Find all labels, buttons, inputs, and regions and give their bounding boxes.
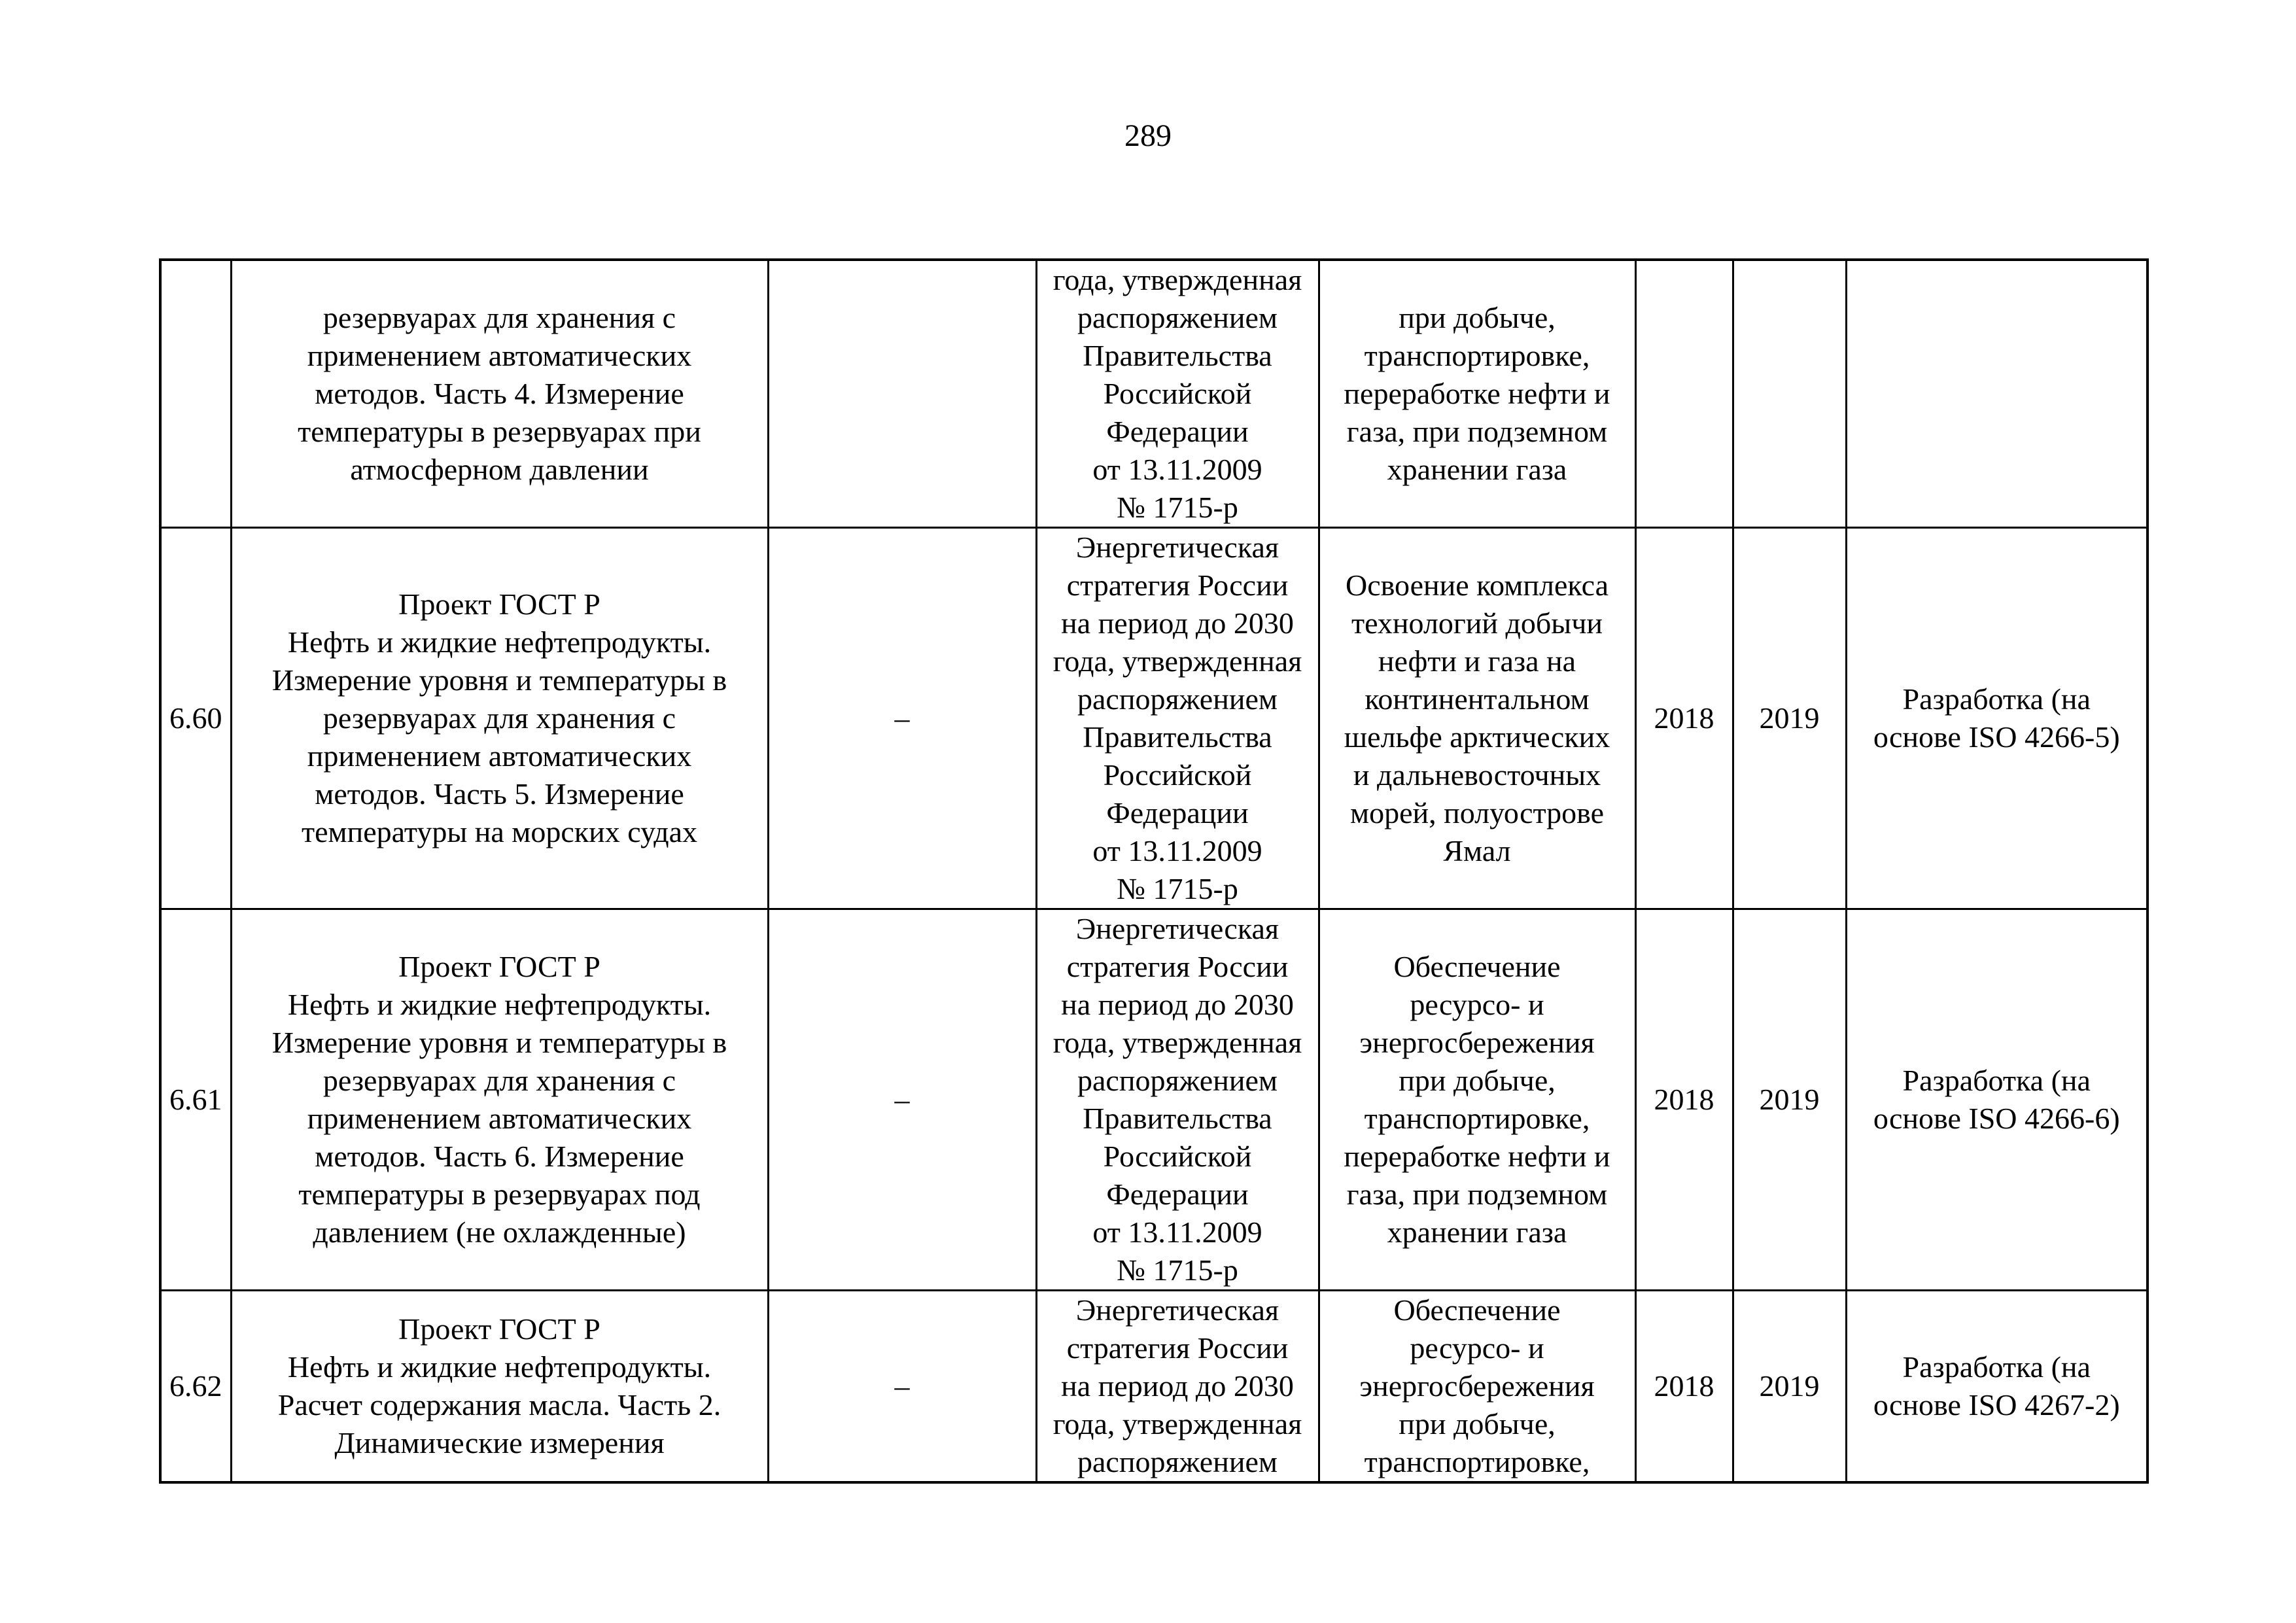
standard-title-cell — [231, 528, 768, 909]
note-cell-line: Разработка (на — [1902, 1064, 2091, 1097]
standard-title-cell — [231, 909, 768, 1291]
item-number-cell: 6.61 — [160, 909, 231, 1291]
start-year-cell: 2018 — [1635, 1291, 1733, 1483]
goal-cell-line: ресурсо- и — [1410, 988, 1544, 1021]
goal-cell-line: транспортировке, — [1364, 1102, 1590, 1135]
strategic-basis-cell-line: Энергетическая — [1075, 1293, 1279, 1327]
goal-cell-line: Освоение комплекса — [1345, 568, 1609, 602]
end-year-cell — [1733, 260, 1846, 528]
strategic-basis-cell-line: Правительства — [1083, 339, 1272, 372]
standard-title-cell-line: Измерение уровня и температуры в — [271, 663, 727, 697]
strategic-basis-cell-line: года, утвержденная — [1052, 1026, 1302, 1059]
strategic-basis-cell-line: Российской — [1103, 377, 1252, 410]
goal-cell-line: переработке нефти и — [1344, 1140, 1610, 1173]
strategic-basis-cell-line: от 13.11.2009 — [1092, 453, 1262, 486]
goal-cell-line: энергосбережения — [1359, 1369, 1595, 1403]
goal-cell-line: нефти и газа на — [1378, 644, 1576, 678]
strategic-basis-cell-line: Российской — [1103, 1140, 1252, 1173]
note-cell-line: основе ISO 4267-2) — [1873, 1388, 2120, 1422]
start-year-cell: 2018 — [1635, 528, 1733, 909]
strategic-basis-cell-line: Правительства — [1083, 1102, 1272, 1135]
goal-cell — [1319, 260, 1635, 528]
goal-cell-line: хранении газа — [1387, 1215, 1567, 1249]
table-row — [160, 1291, 2148, 1483]
note-cell-line: основе ISO 4266-5) — [1873, 720, 2120, 754]
end-year-cell: 2019 — [1733, 909, 1846, 1291]
strategic-basis-cell-line: Энергетическая — [1075, 912, 1279, 945]
goal-cell-line: хранении газа — [1387, 453, 1567, 486]
goal-cell-line: Ямал — [1443, 834, 1511, 867]
reference-document-cell: – — [768, 1291, 1036, 1483]
standard-title-cell-line: атмосферном давлении — [350, 453, 649, 486]
goal-cell — [1319, 528, 1635, 909]
standard-title-cell-line: резервуарах для хранения с — [322, 1064, 676, 1097]
standards-table — [159, 258, 2149, 1484]
standard-title-cell-line: температуры в резервуарах под — [298, 1178, 701, 1211]
table-row — [160, 260, 2148, 528]
strategic-basis-cell-line: № 1715-р — [1117, 872, 1238, 905]
note-cell — [1846, 1291, 2148, 1483]
goal-cell-line: и дальневосточных — [1353, 758, 1601, 792]
standard-title-cell — [231, 1291, 768, 1483]
standard-title-cell-line: применением автоматических — [307, 1102, 692, 1135]
goal-cell-line: континентальном — [1365, 682, 1590, 716]
strategic-basis-cell-line: распоряжением — [1077, 682, 1278, 716]
strategic-basis-cell-line: № 1715-р — [1117, 1253, 1238, 1287]
standard-title-cell-line: резервуарах для хранения с — [322, 301, 676, 334]
strategic-basis-cell-line: распоряжением — [1077, 1064, 1278, 1097]
strategic-basis-cell-line: № 1715-р — [1117, 491, 1238, 524]
note-cell — [1846, 528, 2148, 909]
goal-cell-line: технологий добычи — [1351, 606, 1603, 640]
standard-title-cell — [231, 260, 768, 528]
goal-cell-line: Обеспечение — [1393, 1293, 1561, 1327]
strategic-basis-cell-line: распоряжением — [1077, 1445, 1278, 1478]
reference-document-cell: – — [768, 909, 1036, 1291]
standard-title-cell-line: давлением (не охлажденные) — [313, 1215, 686, 1249]
start-year-cell — [1635, 260, 1733, 528]
strategic-basis-cell-line: года, утвержденная — [1052, 263, 1302, 296]
goal-cell-line: транспортировке, — [1364, 339, 1590, 372]
standard-title-cell-line: Проект ГОСТ Р — [398, 587, 600, 621]
standard-title-cell-line: Расчет содержания масла. Часть 2. — [277, 1388, 722, 1422]
goal-cell-line: ресурсо- и — [1410, 1331, 1544, 1365]
strategic-basis-cell-line: от 13.11.2009 — [1092, 834, 1262, 867]
start-year-cell: 2018 — [1635, 909, 1733, 1291]
strategic-basis-cell-line: Федерации — [1106, 796, 1249, 829]
strategic-basis-cell-line: года, утвержденная — [1052, 1407, 1302, 1440]
strategic-basis-cell-line: от 13.11.2009 — [1092, 1215, 1262, 1249]
standard-title-cell-line: температуры на морских судах — [301, 815, 698, 848]
standard-title-cell-line: методов. Часть 6. Измерение — [315, 1140, 684, 1173]
strategic-basis-cell — [1036, 1291, 1319, 1483]
reference-document-cell: – — [768, 528, 1036, 909]
strategic-basis-cell-line: стратегия России — [1066, 950, 1289, 983]
standard-title-cell-line: резервуарах для хранения с — [322, 701, 676, 735]
strategic-basis-cell — [1036, 909, 1319, 1291]
table-row — [160, 909, 2148, 1291]
strategic-basis-cell-line: Федерации — [1106, 415, 1249, 448]
strategic-basis-cell — [1036, 260, 1319, 528]
goal-cell-line: энергосбережения — [1359, 1026, 1595, 1059]
standard-title-cell-line: температуры в резервуарах при — [298, 415, 701, 448]
standard-title-cell-line: применением автоматических — [307, 339, 692, 372]
goal-cell-line: переработке нефти и — [1344, 377, 1610, 410]
goal-cell — [1319, 1291, 1635, 1483]
standard-title-cell-line: применением автоматических — [307, 739, 692, 773]
note-cell-line: основе ISO 4266-6) — [1873, 1102, 2120, 1135]
standard-title-cell-line: Нефть и жидкие нефтепродукты. — [287, 988, 712, 1021]
goal-cell-line: Обеспечение — [1393, 950, 1561, 983]
note-cell — [1846, 909, 2148, 1291]
strategic-basis-cell-line: на период до 2030 — [1061, 988, 1294, 1021]
standard-title-cell-line: методов. Часть 4. Измерение — [315, 377, 684, 410]
strategic-basis-cell-line: Правительства — [1083, 720, 1272, 754]
strategic-basis-cell-line: стратегия России — [1066, 1331, 1289, 1365]
goal-cell-line: транспортировке, — [1364, 1445, 1590, 1478]
reference-document-cell — [768, 260, 1036, 528]
goal-cell — [1319, 909, 1635, 1291]
standard-title-cell-line: Измерение уровня и температуры в — [271, 1026, 727, 1059]
standard-title-cell-line: методов. Часть 5. Измерение — [315, 777, 684, 811]
standard-title-cell-line: Проект ГОСТ Р — [398, 1312, 600, 1346]
strategic-basis-cell-line: Российской — [1103, 758, 1252, 792]
goal-cell-line: при добыче, — [1399, 1064, 1556, 1097]
standard-title-cell-line: Нефть и жидкие нефтепродукты. — [287, 1350, 712, 1384]
strategic-basis-cell-line: на период до 2030 — [1061, 606, 1294, 640]
strategic-basis-cell-line: Федерации — [1106, 1178, 1249, 1211]
goal-cell-line: шельфе арктических — [1344, 720, 1610, 754]
standard-title-cell-line: Проект ГОСТ Р — [398, 950, 600, 983]
strategic-basis-cell-line: года, утвержденная — [1052, 644, 1302, 678]
goal-cell-line: газа, при подземном — [1346, 1178, 1608, 1211]
strategic-basis-cell-line: Энергетическая — [1075, 531, 1279, 564]
standard-title-cell-line: Нефть и жидкие нефтепродукты. — [287, 625, 712, 659]
table-row — [160, 528, 2148, 909]
strategic-basis-cell-line: стратегия России — [1066, 568, 1289, 602]
standard-title-cell-line: Динамические измерения — [334, 1426, 665, 1459]
note-cell-line: Разработка (на — [1902, 682, 2091, 716]
goal-cell-line: газа, при подземном — [1346, 415, 1608, 448]
goal-cell-line: при добыче, — [1399, 1407, 1556, 1440]
goal-cell-line: морей, полуострове — [1349, 796, 1605, 829]
strategic-basis-cell — [1036, 528, 1319, 909]
end-year-cell: 2019 — [1733, 528, 1846, 909]
strategic-basis-cell-line: на период до 2030 — [1061, 1369, 1294, 1403]
item-number-cell — [160, 260, 231, 528]
note-cell-line: Разработка (на — [1902, 1350, 2091, 1384]
strategic-basis-cell-line: распоряжением — [1077, 301, 1278, 334]
page-number: 289 — [1124, 118, 1172, 153]
note-cell — [1846, 260, 2148, 528]
item-number-cell: 6.60 — [160, 528, 231, 909]
goal-cell-line: при добыче, — [1399, 301, 1556, 334]
end-year-cell: 2019 — [1733, 1291, 1846, 1483]
item-number-cell: 6.62 — [160, 1291, 231, 1483]
table-body — [160, 260, 2148, 1482]
